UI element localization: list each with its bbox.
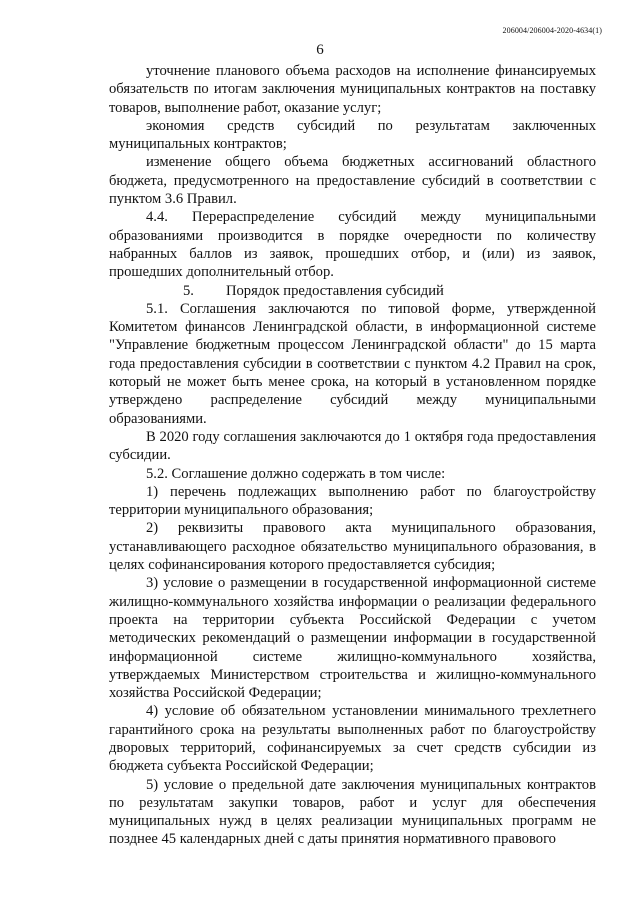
document-id: 206004/206004-2020-4634(1): [502, 26, 602, 35]
paragraph: 5.1. Соглашения заключаются по типовой форме, утвержденной Комитетом финансов Ленинградской области, в информационной системе "Управление бюджетным процессом Ленинградской области" до 15 марта года предоставления субсидии в соответствии с пунктом 4.2 Правил на срок, который не может быть менее срока, на который в установленном порядке утверждено распределение субсидий между муниципальными образованиями.: [109, 300, 596, 427]
document-body: [109, 62, 596, 849]
list-item: 5) условие о предельной дате заключения муниципальных контрактов по результатам закупки товаров, работ и услуг для обеспечения муниципальных нужд в целях реализации муниципальных программ не позднее 45 календарных дней с даты принятия нормативного правового: [109, 776, 596, 848]
paragraph: В 2020 году соглашения заключаются до 1 октября года предоставления субсидии.: [109, 428, 596, 464]
section-number: 5.: [183, 282, 194, 299]
paragraph: 5.2. Соглашение должно содержать в том числе:: [146, 465, 446, 482]
paragraph: 4.4. Перераспределение субсидий между муниципальными образованиями производится в порядке очередности по количеству набранных баллов из заявок, прошедших отбор, и (или) из заявок, прошедших дополнительный отбор.: [109, 209, 596, 281]
paragraph: изменение общего объема бюджетных ассигнований областного бюджета, предусмотренного на предоставление субсидий в соответствии с пунктом 3.6 Правил.: [109, 154, 596, 208]
list-item: 4) условие об обязательном установлении минимального трехлетнего гарантийного срока на результаты выполненных работ по благоустройству дворовых территорий, софинансируемых за счет средств субсидии из бюджета субъекта Российской Федерации;: [109, 703, 596, 775]
list-item: 1) перечень подлежащих выполнению работ по благоустройству территории муниципального образования;: [109, 483, 596, 519]
list-item: 2) реквизиты правового акта муниципального образования, устанавливающего расходное обязательство муниципального образования, в целях софинансирования которого предоставляется субсидия;: [109, 520, 596, 574]
section-title: Порядок предоставления субсидий: [225, 282, 444, 299]
list-item: 3) условие о размещении в государственной информационной системе жилищно-коммунального хозяйства информации о реализации федерального проекта на территории субъекта Российской Федерации с учетом методических рекомендаций о размещении информации в государственной информационной системе жилищно-коммунального хозяйства, утверждаемых Министерством строительства и жилищно-коммунального хозяйства Российской Федерации;: [109, 575, 596, 702]
section-heading: [109, 282, 596, 300]
paragraph: экономия средств субсидий по результатам заключенных муниципальных контрактов;: [109, 117, 596, 153]
paragraph: уточнение планового объема расходов на исполнение финансируемых обязательств по итогам заключения муниципальных контрактов на поставку товаров, выполнение работ, оказание услуг;: [109, 63, 596, 116]
page-number: 6: [316, 42, 324, 58]
